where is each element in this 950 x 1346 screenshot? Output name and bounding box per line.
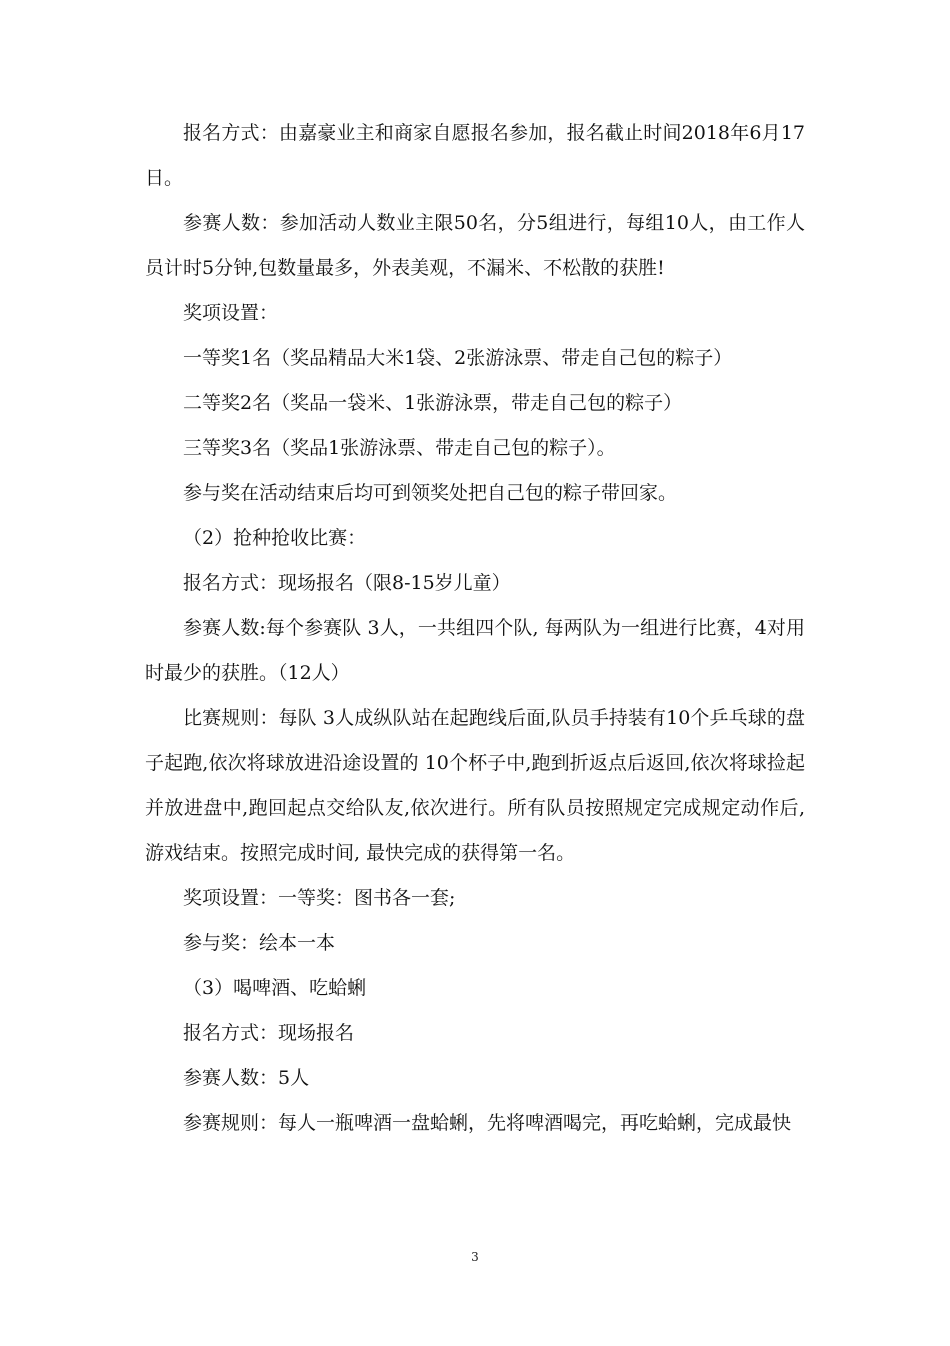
paragraph-awards-heading: 奖项设置： [183,302,279,324]
page-number: 3 [471,1250,479,1264]
paragraph-first-prize: 一等奖1名（奖品精品大米1袋、2张游泳票、带走自己包的粽子） [183,347,733,369]
section-heading-3: （3）喝啤酒、吃蛤蜊 [183,977,367,999]
document-body [145,111,805,1146]
paragraph-registration-method-2: 报名方式：现场报名（限8-15岁儿童） [183,572,511,594]
paragraph-registration-method-3: 报名方式：现场报名 [183,1022,355,1044]
paragraph-registration-method: 报名方式：由嘉豪业主和商家自愿报名参加，报名截止时间2018年6月17日。 [145,122,805,189]
paragraph-awards-2: 奖项设置：一等奖：图书各一套; [183,887,456,909]
paragraph-second-prize: 二等奖2名（奖品一袋米、1张游泳票，带走自己包的粽子） [183,392,683,414]
paragraph-rules-2: 比赛规则：每队 3人成纵队站在起跑线后面,队员手持装有10个乒乓球的盘子起跑,依次将球放进沿途设置的 10个杯子中,跑到折返点后返回,依次将球捡起并放进盘中,跑回起点交给队友,依次进行。所有队员按照规定完成规定动作后,游戏结束。按照完成时间, 最快完成的获得第一名。 [145,707,805,864]
paragraph-participation-prize: 参与奖在活动结束后均可到领奖处把自己包的粽子带回家。 [183,482,678,504]
paragraph-participation-prize-2: 参与奖：绘本一本 [183,932,336,954]
paragraph-participants-2: 参赛人数:每个参赛队 3人，一共组四个队, 每两队为一组进行比赛，4对用时最少的获胜。（12人） [145,617,805,684]
paragraph-participants: 参赛人数：参加活动人数业主限50名，分5组进行，每组10人，由工作人员计时5分钟,包数量最多，外表美观，不漏米、不松散的获胜! [145,212,805,279]
paragraph-participants-3: 参赛人数：5人 [183,1067,310,1089]
section-heading-2: （2）抢种抢收比赛： [183,527,367,549]
paragraph-third-prize: 三等奖3名（奖品1张游泳票、带走自己包的粽子）。 [183,437,616,459]
paragraph-rules-3: 参赛规则：每人一瓶啤酒一盘蛤蜊，先将啤酒喝完，再吃蛤蜊，完成最快 [183,1112,792,1134]
